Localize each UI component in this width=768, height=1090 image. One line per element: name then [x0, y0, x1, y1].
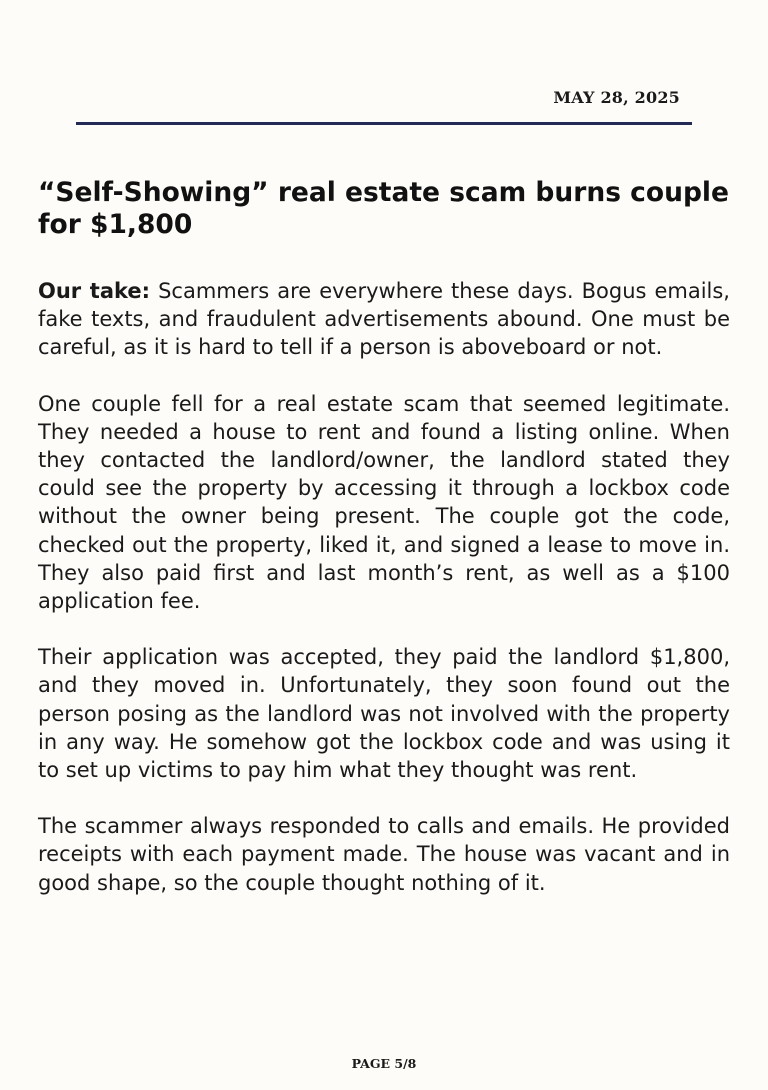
our-take-paragraph: [38, 277, 730, 362]
page-number: PAGE 5/8: [351, 1056, 417, 1071]
article-title: “Self-Showing” real estate scam burns couple for $1,800: [38, 177, 729, 240]
article-body: [38, 277, 730, 925]
our-take-text: Scammers are everywhere these days. Bogus emails, fake texts, and fraudulent advertisements abound. One must be careful, as it is hard to tell if a person is aboveboard or not.: [38, 279, 730, 360]
body-paragraph: The scammer always responded to calls and emails. He provided receipts with each payment made. The house was vacant and in good shape, so the couple thought nothing of it.: [38, 814, 730, 895]
body-paragraph: Their application was accepted, they paid the landlord $1,800, and they moved in. Unfortunately, they soon found out the person posing as the landlord was not involved with the property in any way. He somehow got the lockbox code and was using it to set up victims to pay him what they thought was rent.: [38, 645, 730, 783]
header-divider: [76, 122, 692, 125]
our-take-label: Our take:: [38, 279, 151, 303]
body-paragraph: One couple fell for a real estate scam that seemed legitimate. They needed a house to rent and found a listing online. When they contacted the landlord/owner, the landlord stated they could see the property by accessing it through a lockbox code without the owner being present. The couple got the code, checked out the property, liked it, and signed a lease to move in. They also paid first and last month’s rent, as well as a $100 application fee.: [38, 391, 730, 614]
issue-date: MAY 28, 2025: [553, 88, 680, 107]
